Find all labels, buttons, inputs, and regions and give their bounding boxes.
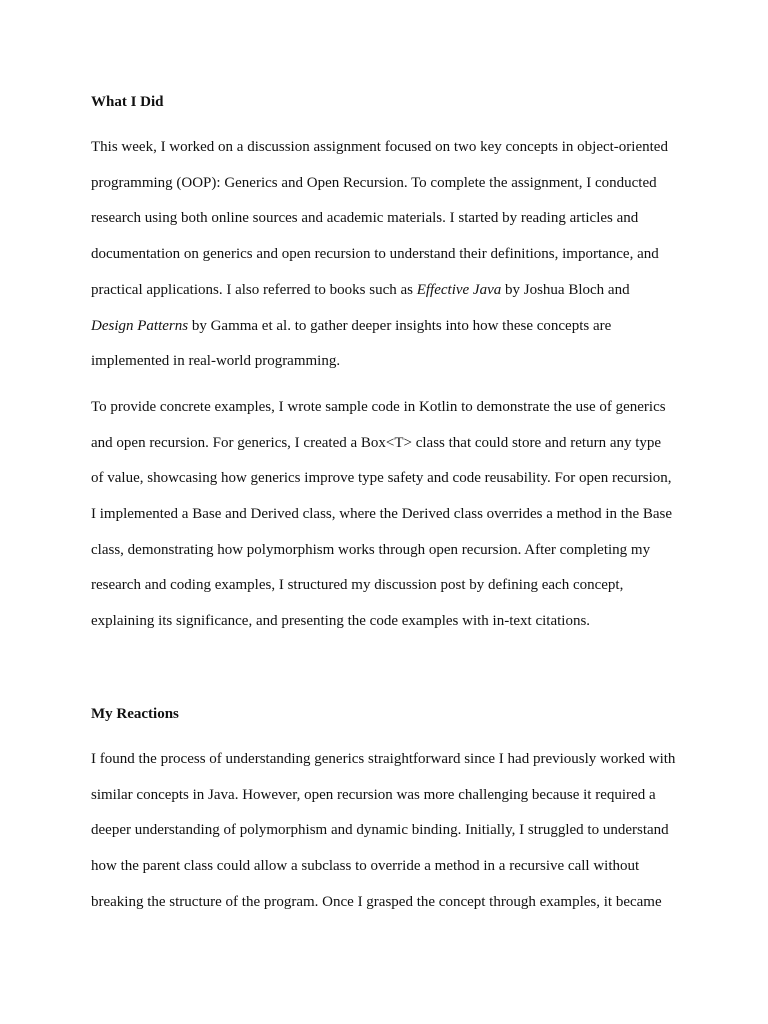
text-line: explaining its significance, and presenting the code examples with in-text citations. <box>91 613 591 630</box>
text-line: similar concepts in Java. However, open recursion was more challenging because it required a <box>91 786 656 803</box>
text-run: by Gamma et al. to gather deeper insights into how these concepts are <box>188 317 612 334</box>
section-heading: What I Did <box>91 94 164 110</box>
text-line: how the parent class could allow a subclass to override a method in a recursive call without <box>91 857 640 874</box>
text-line <box>91 273 691 309</box>
text-line: of value, showcasing how generics improve type safety and code reusability. For open recursion, <box>91 470 672 487</box>
section-what-i-did <box>91 84 691 640</box>
paragraph <box>91 130 691 380</box>
text-line: documentation on generics and open recursion to understand their definitions, importance, and <box>91 246 659 263</box>
text-line: research and coding examples, I structured my discussion post by defining each concept, <box>91 577 624 594</box>
text-line: and open recursion. For generics, I created a Box<T> class that could store and return any type <box>91 434 662 451</box>
document-body <box>91 84 691 920</box>
paragraph <box>91 390 691 640</box>
text-line: breaking the structure of the program. Once I grasped the concept through examples, it became <box>91 893 662 910</box>
text-run: by Joshua Bloch and <box>501 281 630 298</box>
text-line: programming (OOP): Generics and Open Recursion. To complete the assignment, I conducted <box>91 174 657 191</box>
text-line: I found the process of understanding generics straightforward since I had previously worked with <box>91 750 676 767</box>
section-my-reactions <box>91 696 691 921</box>
section-heading: My Reactions <box>91 705 179 722</box>
text-run: practical applications. I also referred to books such as <box>91 281 417 298</box>
text-line: To provide concrete examples, I wrote sample code in Kotlin to demonstrate the use of generics <box>91 398 666 415</box>
text-line: implemented in real-world programming. <box>91 353 341 370</box>
text-line <box>91 309 691 345</box>
text-line: This week, I worked on a discussion assignment focused on two key concepts in object-oriented <box>91 139 668 155</box>
section-spacer <box>91 640 691 696</box>
book-title-design-patterns: Design Patterns <box>91 317 189 334</box>
book-title-effective-java: Effective Java <box>416 281 502 298</box>
text-line: research using both online sources and academic materials. I started by reading articles and <box>91 210 639 227</box>
paragraph <box>91 742 691 921</box>
text-line: class, demonstrating how polymorphism works through open recursion. After completing my <box>91 541 651 558</box>
text-line: deeper understanding of polymorphism and dynamic binding. Initially, I struggled to understand <box>91 822 669 839</box>
text-line: I implemented a Base and Derived class, where the Derived class overrides a method in the Base <box>91 506 673 523</box>
